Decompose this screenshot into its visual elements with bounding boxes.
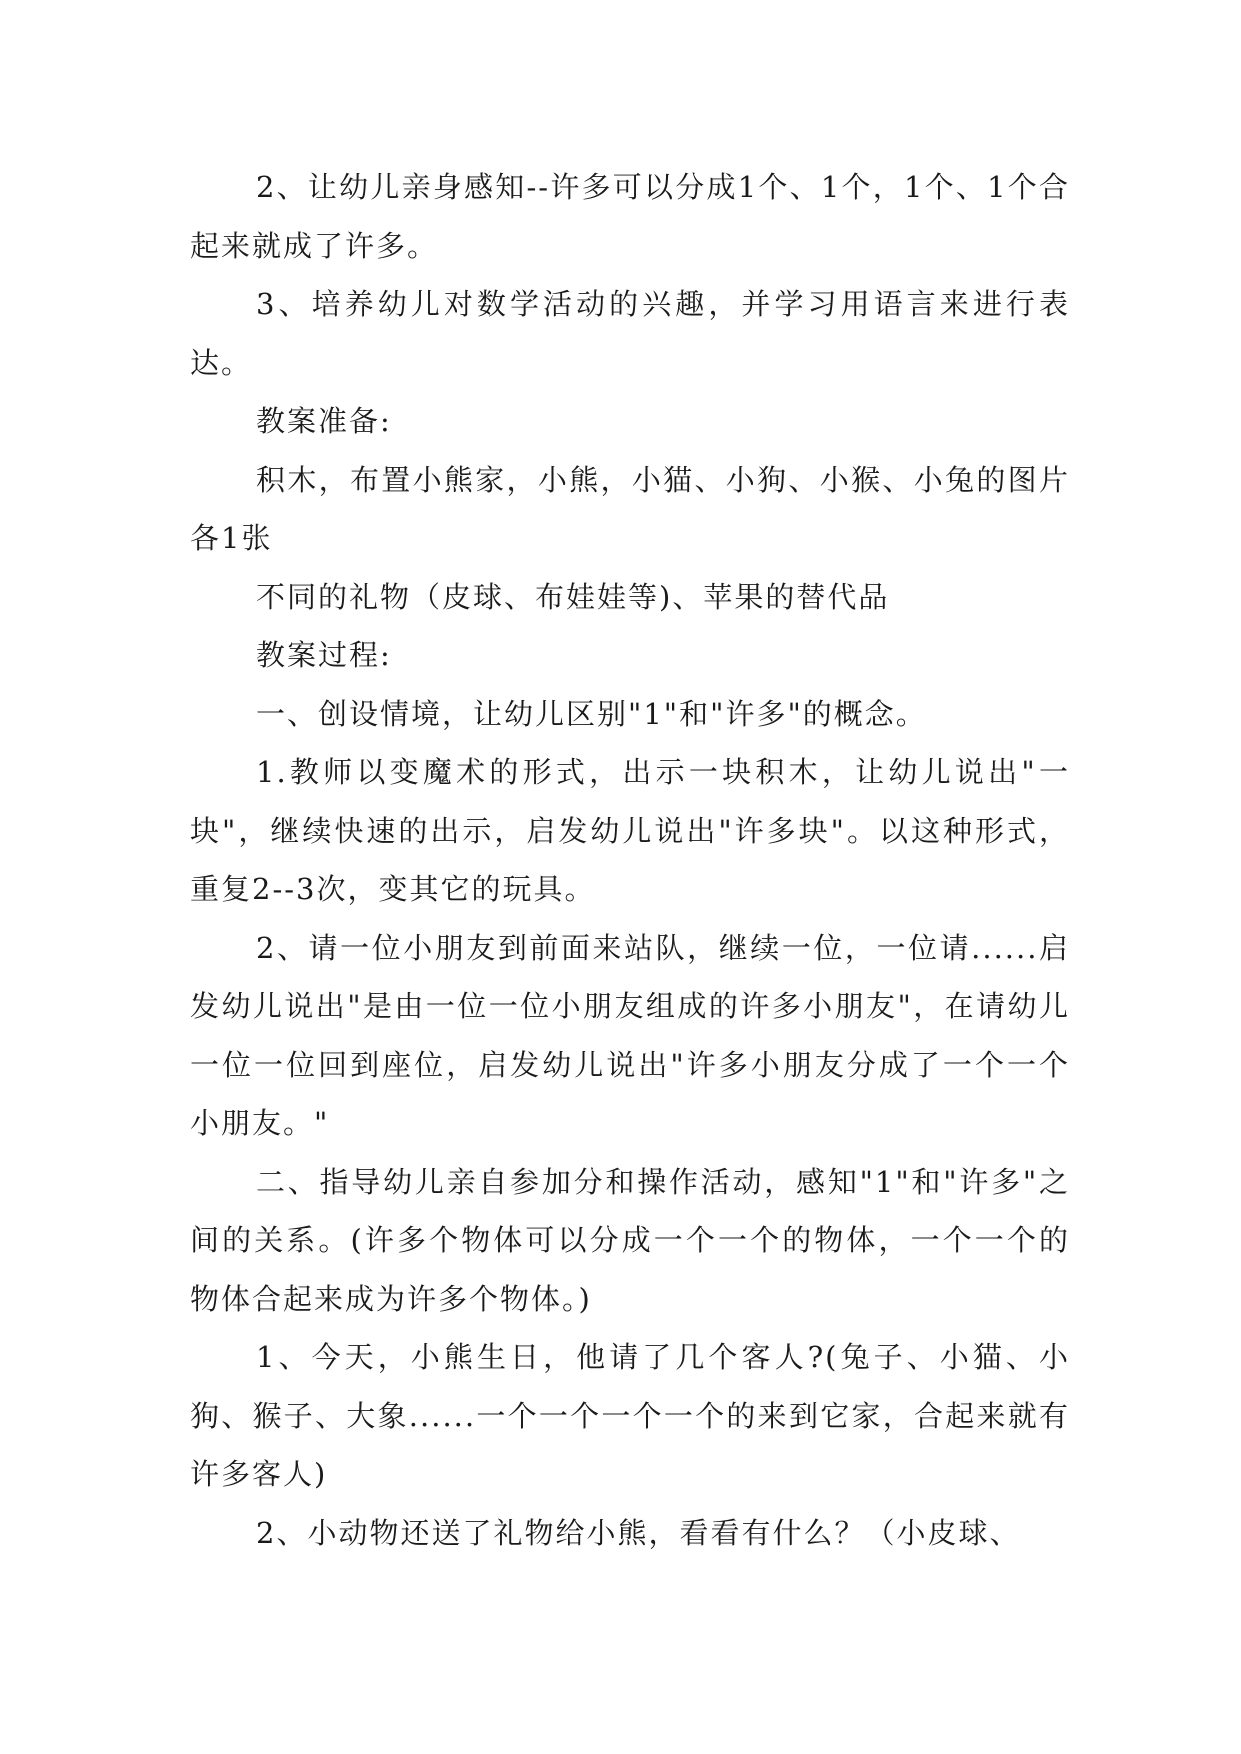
- paragraph-step-1-2: 2、请一位小朋友到前面来站队，继续一位，一位请......启发幼儿说出"是由一位一位小朋友组成的许多小朋友"，在请幼儿一位一位回到座位，启发幼儿说出"许多小朋友分成了一个一个小朋友。": [190, 930, 1070, 1140]
- heading-preparation: 教案准备:: [256, 404, 392, 438]
- paragraph-step-1-1: 1.教师以变魔术的形式，出示一块积木，让幼儿说出"一块"，继续快速的出示，启发幼儿说出"许多块"。以这种形式，重复2--3次，变其它的玩具。: [190, 755, 1070, 906]
- paragraph-objective-3: 3、培养幼儿对数学活动的兴趣，并学习用语言来进行表达。: [190, 287, 1070, 380]
- document-body: [190, 158, 1070, 1562]
- paragraph-objective-2: 2、让幼儿亲身感知--许多可以分成1个、1个，1个、1个合起来就成了许多。: [190, 170, 1070, 263]
- paragraph-materials-1: 积木，布置小熊家，小熊，小猫、小狗、小猴、小兔的图片各1张: [190, 462, 1070, 555]
- paragraph-step-1: 一、创设情境，让幼儿区别"1"和"许多"的概念。: [256, 696, 927, 731]
- paragraph-materials-2: 不同的礼物（皮球、布娃娃等)、苹果的替代品: [256, 579, 890, 614]
- paragraph-step-2-2: 2、小动物还送了礼物给小熊，看看有什么？（小皮球、: [256, 1515, 1021, 1550]
- paragraph-step-2-1: 1、今天，小熊生日，他请了几个客人?(兔子、小猫、小狗、猴子、大象......一个一个一个一个的来到它家，合起来就有许多客人): [190, 1340, 1070, 1491]
- paragraph-step-2: 二、指导幼儿亲自参加分和操作活动，感知"1"和"许多"之间的关系。(许多个物体可以分成一个一个的物体，一个一个的物体合起来成为许多个物体。): [190, 1164, 1070, 1316]
- heading-process: 教案过程:: [256, 638, 392, 672]
